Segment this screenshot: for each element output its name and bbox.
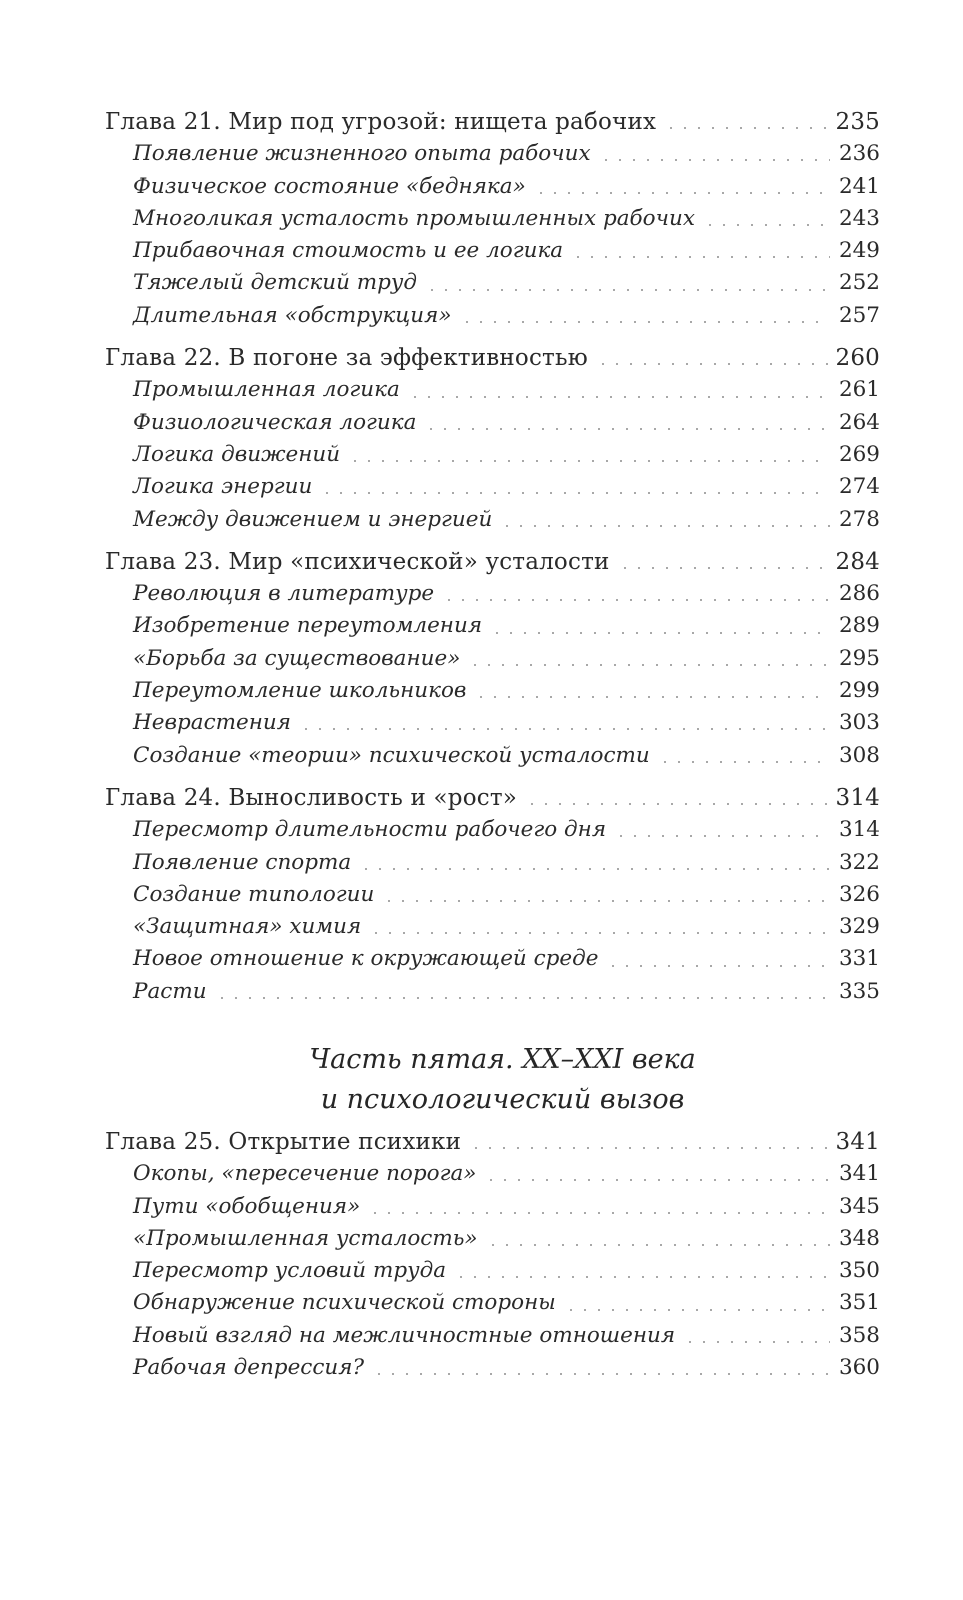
- dot-leader: [664, 127, 827, 129]
- page-number: 308: [838, 742, 880, 768]
- dot-leader: [368, 1212, 830, 1214]
- chapter-block: [105, 106, 880, 332]
- section-entry: [105, 740, 880, 772]
- section-title: Между движением и энергией: [133, 506, 493, 532]
- chapter-entry: [105, 342, 880, 374]
- chapter-entry: [105, 106, 880, 138]
- page-number: 350: [838, 1258, 880, 1284]
- dot-leader: [564, 1309, 830, 1311]
- section-title: Окопы, «пересечение порога»: [133, 1161, 477, 1187]
- section-entry: [105, 911, 880, 943]
- section-title: Изобретение переутомления: [133, 613, 483, 639]
- section-title: Обнаружение психической стороны: [133, 1290, 556, 1316]
- dot-leader: [382, 900, 830, 902]
- section-entry: [105, 374, 880, 406]
- section-entry: [105, 1255, 880, 1287]
- dot-leader: [454, 1276, 830, 1278]
- page-number: 260: [835, 345, 880, 372]
- page-number: 278: [838, 506, 880, 532]
- section-title: Неврастения: [133, 710, 291, 736]
- dot-leader: [484, 1179, 830, 1181]
- section-entry: [105, 300, 880, 332]
- chapter-title: Глава 24. Выносливость и «рост»: [105, 784, 518, 811]
- dot-leader: [490, 632, 830, 634]
- section-title: Логика движений: [133, 441, 341, 467]
- section-title: Пересмотр длительности рабочего дня: [133, 817, 607, 843]
- dot-leader: [408, 396, 830, 398]
- page-number: 314: [838, 817, 880, 843]
- page-number: 264: [838, 409, 880, 435]
- dot-leader: [442, 599, 830, 601]
- section-entry: [105, 235, 880, 267]
- page-number: 331: [838, 946, 880, 972]
- dot-leader: [359, 868, 830, 870]
- section-entry: [105, 203, 880, 235]
- section-entry: [105, 439, 880, 471]
- page-number: 241: [838, 173, 880, 199]
- section-title: Пути «обобщения»: [133, 1193, 361, 1219]
- section-title: Тяжелый детский труд: [133, 270, 418, 296]
- dot-leader: [618, 567, 828, 569]
- dot-leader: [425, 289, 830, 291]
- page-number: 261: [838, 377, 880, 403]
- chapter-block: [105, 546, 880, 772]
- dot-leader: [469, 1147, 827, 1149]
- page-number: 341: [835, 1129, 880, 1155]
- section-entry: [105, 471, 880, 503]
- section-title: Прибавочная стоимость и ее логика: [133, 238, 564, 264]
- section-entry: [105, 171, 880, 203]
- part-title-line-1: Часть пятая. XX–XXI века: [309, 1044, 696, 1075]
- dot-leader: [500, 525, 830, 527]
- section-entry: [105, 814, 880, 846]
- dot-leader: [599, 159, 830, 161]
- page-number: 257: [838, 302, 880, 328]
- section-title: «Промышленная усталость»: [133, 1225, 478, 1251]
- section-title: «Защитная» химия: [133, 914, 362, 940]
- page-number: 314: [835, 784, 880, 811]
- page-number: 269: [838, 441, 880, 467]
- section-entry: [105, 1191, 880, 1223]
- page-number: 249: [838, 238, 880, 264]
- dot-leader: [468, 664, 830, 666]
- section-title: Создание «теории» психической усталости: [133, 742, 650, 768]
- chapter-title: Глава 23. Мир «психической» усталости: [105, 548, 610, 575]
- dot-leader: [596, 363, 828, 365]
- section-entry: [105, 707, 880, 739]
- dot-leader: [372, 1373, 830, 1375]
- page-number: 274: [838, 474, 880, 500]
- section-entry: [105, 1320, 880, 1352]
- page-number: 326: [838, 881, 880, 907]
- chapter-entry: [105, 546, 880, 578]
- page-number: 236: [838, 141, 880, 167]
- dot-leader: [614, 835, 830, 837]
- section-title: Переутомление школьников: [133, 678, 467, 704]
- page-number: 360: [838, 1355, 880, 1381]
- chapter-title: Глава 21. Мир под угрозой: нищета рабочих: [105, 109, 657, 135]
- dot-leader: [703, 224, 830, 226]
- part-title: [0, 1040, 963, 1120]
- section-entry: [105, 267, 880, 299]
- dot-leader: [683, 1341, 830, 1343]
- section-entry: [105, 643, 880, 675]
- page-number: 335: [838, 978, 880, 1004]
- section-title: Многоликая усталость промышленных рабочих: [133, 205, 695, 231]
- section-title: Длительная «обструкция»: [133, 302, 452, 328]
- section-entry: [105, 976, 880, 1008]
- section-entry: [105, 1158, 880, 1190]
- dot-leader: [369, 932, 830, 934]
- section-title: Рабочая депрессия?: [133, 1355, 364, 1381]
- page-number: 252: [838, 270, 880, 296]
- dot-leader: [348, 460, 830, 462]
- dot-leader: [474, 696, 830, 698]
- part-title-line-2: и психологический вызов: [320, 1084, 685, 1115]
- section-title: Физическое состояние «бедняка»: [133, 173, 526, 199]
- table-of-contents: [105, 106, 880, 1018]
- section-title: Революция в литературе: [133, 581, 435, 607]
- dot-leader: [606, 965, 830, 967]
- page-number: 322: [838, 849, 880, 875]
- section-entry: [105, 943, 880, 975]
- section-entry: [105, 1223, 880, 1255]
- chapter-entry: [105, 782, 880, 814]
- page-number: 348: [838, 1225, 880, 1251]
- section-title: Новое отношение к окружающей среде: [133, 946, 599, 972]
- dot-leader: [534, 192, 830, 194]
- section-title: Пересмотр условий труда: [133, 1258, 447, 1284]
- section-entry: [105, 675, 880, 707]
- page-number: 284: [835, 548, 880, 575]
- section-title: Расти: [133, 978, 207, 1004]
- section-entry: [105, 1352, 880, 1384]
- chapter-block: [105, 782, 880, 1008]
- section-title: «Борьба за существование»: [133, 645, 461, 671]
- dot-leader: [215, 997, 830, 999]
- chapter-block: [105, 342, 880, 536]
- section-title: Появление жизненного опыта рабочих: [133, 141, 591, 167]
- page-number: 358: [838, 1322, 880, 1348]
- dot-leader: [320, 492, 830, 494]
- dot-leader: [658, 761, 830, 763]
- table-of-contents-part-5: [105, 1126, 880, 1394]
- section-entry: [105, 610, 880, 642]
- section-title: Физиологическая логика: [133, 409, 417, 435]
- chapter-block: [105, 1126, 880, 1384]
- section-entry: [105, 1287, 880, 1319]
- dot-leader: [525, 803, 827, 805]
- page-number: 345: [838, 1193, 880, 1219]
- section-entry: [105, 504, 880, 536]
- section-title: Появление спорта: [133, 849, 352, 875]
- chapter-title: Глава 25. Открытие психики: [105, 1129, 462, 1155]
- dot-leader: [299, 728, 830, 730]
- section-entry: [105, 578, 880, 610]
- page-number: 303: [838, 710, 880, 736]
- dot-leader: [571, 256, 830, 258]
- section-entry: [105, 138, 880, 170]
- page-number: 341: [838, 1161, 880, 1187]
- dot-leader: [486, 1244, 830, 1246]
- page-number: 289: [838, 613, 880, 639]
- page-number: 286: [838, 581, 880, 607]
- section-title: Логика энергии: [133, 474, 313, 500]
- section-entry: [105, 407, 880, 439]
- section-title: Создание типологии: [133, 881, 375, 907]
- page-number: 351: [838, 1290, 880, 1316]
- page-number: 295: [838, 645, 880, 671]
- page-number: 235: [835, 109, 880, 135]
- dot-leader: [424, 428, 830, 430]
- dot-leader: [460, 321, 830, 323]
- section-entry: [105, 847, 880, 879]
- section-title: Новый взгляд на межличностные отношения: [133, 1322, 676, 1348]
- chapter-entry: [105, 1126, 880, 1158]
- section-entry: [105, 879, 880, 911]
- chapter-title: Глава 22. В погоне за эффективностью: [105, 345, 588, 372]
- page-number: 243: [838, 205, 880, 231]
- page-number: 329: [838, 914, 880, 940]
- section-title: Промышленная логика: [133, 377, 400, 403]
- page-number: 299: [838, 678, 880, 704]
